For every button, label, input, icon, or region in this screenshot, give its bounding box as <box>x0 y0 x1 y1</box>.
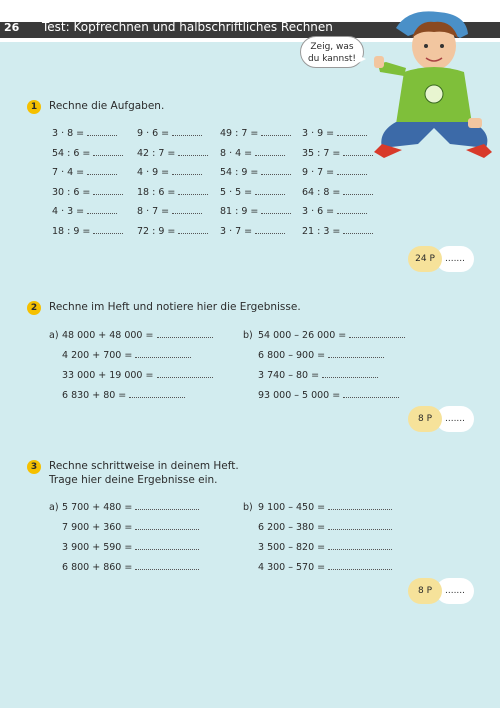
exercise-text: 54 : 6 = <box>52 147 91 159</box>
task-1-exercise <box>137 187 208 198</box>
exercise-text: 9 · 6 = <box>137 128 170 139</box>
task-1-exercise <box>137 206 202 217</box>
exercise-text: 8 · 7 = <box>137 206 170 217</box>
task-1-exercise <box>302 206 367 217</box>
exercise-text: 3 · 9 = <box>302 128 335 139</box>
speech-line-2: du kannst! <box>307 54 357 64</box>
task-1-exercise <box>302 226 373 237</box>
kid-illustration <box>368 6 500 168</box>
answer-field[interactable] <box>343 194 373 195</box>
exercise-text: 4 200 + 700 = <box>62 350 133 361</box>
answer-field[interactable] <box>178 155 208 156</box>
exercise-text: 6 200 – 380 = <box>258 522 326 533</box>
task-1-exercise <box>302 187 373 198</box>
task-2-number: 2 <box>27 301 41 315</box>
answer-field[interactable] <box>157 337 213 338</box>
task-1-exercise <box>137 167 202 178</box>
answer-field[interactable] <box>349 337 405 338</box>
task-3b-exercise <box>258 542 392 553</box>
answer-field[interactable] <box>261 174 291 175</box>
task-1-exercise <box>302 128 367 139</box>
speech-bubble-tail <box>356 54 366 64</box>
exercise-text: 54 : 9 = <box>220 167 259 178</box>
answer-field[interactable] <box>255 233 285 234</box>
task-3-instruction-1: Rechne schrittweise in deinem Heft. <box>49 460 239 472</box>
answer-field[interactable] <box>337 213 367 214</box>
exercise-text: 81 : 9 = <box>220 206 259 217</box>
task-3-instruction-2: Trage hier deine Ergebnisse ein. <box>49 474 218 486</box>
task-3-b-label: b) <box>243 502 253 513</box>
answer-field[interactable] <box>135 569 199 570</box>
exercise-text: 5 700 + 480 = <box>62 502 133 513</box>
exercise-text: 4 · 9 = <box>137 167 170 178</box>
task-1-exercise <box>137 128 202 139</box>
answer-field[interactable] <box>343 233 373 234</box>
exercise-text: 3 500 – 820 = <box>258 542 326 553</box>
task-3b-exercise <box>258 522 392 533</box>
task-1-exercise <box>302 167 367 178</box>
answer-field[interactable] <box>93 233 123 234</box>
task-2a-exercise <box>62 330 213 341</box>
task-1-exercise <box>220 148 285 159</box>
answer-field[interactable] <box>322 377 378 378</box>
answer-field[interactable] <box>178 233 208 234</box>
answer-field[interactable] <box>87 135 117 136</box>
task-2b-exercise <box>258 390 399 401</box>
task-2-score-field[interactable]: ....... <box>436 406 474 432</box>
exercise-text: 3 · 7 = <box>220 225 253 237</box>
answer-field[interactable] <box>135 357 191 358</box>
task-3b-exercise <box>258 562 392 573</box>
page-title: Test: Kopfrechnen und halbschriftliches Rechnen <box>42 20 333 34</box>
task-2a-exercise <box>62 350 191 361</box>
exercise-text: 30 : 6 = <box>52 186 91 198</box>
page-number: 26 <box>4 21 20 34</box>
answer-field[interactable] <box>261 213 291 214</box>
exercise-text: 35 : 7 = <box>302 147 341 159</box>
exercise-text: 33 000 + 19 000 = <box>62 370 154 381</box>
exercise-text: 4 300 – 570 = <box>258 562 326 573</box>
task-2-b-label: b) <box>243 330 253 341</box>
exercise-text: 93 000 – 5 000 = <box>258 390 341 401</box>
task-1-exercise <box>52 226 123 237</box>
answer-field[interactable] <box>328 529 392 530</box>
exercise-text: 21 : 3 = <box>302 225 341 237</box>
exercise-text: 3 900 + 590 = <box>62 542 133 553</box>
task-2b-exercise <box>258 350 384 361</box>
answer-field[interactable] <box>129 397 185 398</box>
answer-field[interactable] <box>93 155 123 156</box>
answer-field[interactable] <box>135 529 199 530</box>
answer-field[interactable] <box>261 135 291 136</box>
task-2a-exercise <box>62 390 185 401</box>
task-2-a-label: a) <box>49 330 59 341</box>
exercise-text: 3 · 8 = <box>52 128 85 139</box>
task-3b-exercise <box>258 502 392 513</box>
exercise-text: 8 · 4 = <box>220 147 253 159</box>
task-3a-exercise <box>62 562 199 573</box>
answer-field[interactable] <box>255 194 285 195</box>
answer-field[interactable] <box>328 569 392 570</box>
exercise-text: 3 · 6 = <box>302 206 335 217</box>
exercise-text: 6 800 + 860 = <box>62 562 133 573</box>
exercise-text: 7 · 4 = <box>52 167 85 178</box>
exercise-text: 5 · 5 = <box>220 186 253 198</box>
task-3-number: 3 <box>27 460 41 474</box>
task-1-exercise <box>52 167 117 178</box>
answer-field[interactable] <box>93 194 123 195</box>
task-3a-exercise <box>62 542 199 553</box>
task-2-points-label: 8 P <box>408 406 442 432</box>
exercise-text: 4 · 3 = <box>52 206 85 217</box>
exercise-text: 72 : 9 = <box>137 225 176 237</box>
exercise-text: 7 900 + 360 = <box>62 522 133 533</box>
task-1-exercise <box>302 148 373 159</box>
exercise-text: 18 : 6 = <box>137 186 176 198</box>
exercise-text: 18 : 9 = <box>52 225 91 237</box>
answer-field[interactable] <box>87 213 117 214</box>
answer-field[interactable] <box>135 549 199 550</box>
speech-line-1: Zeig, was <box>310 42 354 52</box>
answer-field[interactable] <box>172 213 202 214</box>
answer-field[interactable] <box>328 357 384 358</box>
task-1-exercise <box>137 148 208 159</box>
answer-field[interactable] <box>255 155 285 156</box>
exercise-text: 6 800 – 900 = <box>258 350 326 361</box>
answer-field[interactable] <box>343 155 373 156</box>
answer-field[interactable] <box>328 549 392 550</box>
task-2a-exercise <box>62 370 213 381</box>
task-3a-exercise <box>62 502 199 513</box>
task-3-a-label: a) <box>49 502 59 513</box>
answer-field[interactable] <box>172 174 202 175</box>
task-1-exercise <box>52 148 123 159</box>
answer-field[interactable] <box>178 194 208 195</box>
exercise-text: 54 000 – 26 000 = <box>258 330 347 341</box>
exercise-text: 49 : 7 = <box>220 128 259 139</box>
answer-field[interactable] <box>172 135 202 136</box>
exercise-text: 48 000 + 48 000 = <box>62 330 154 341</box>
exercise-text: 9 100 – 450 = <box>258 502 326 513</box>
answer-field[interactable] <box>328 509 392 510</box>
task-2b-exercise <box>258 330 405 341</box>
task-1-exercise <box>220 167 291 178</box>
task-1-exercise <box>220 187 285 198</box>
task-1-exercise <box>52 187 123 198</box>
answer-field[interactable] <box>337 174 367 175</box>
task-1-score-field[interactable]: ....... <box>436 246 474 272</box>
answer-field[interactable] <box>135 509 199 510</box>
task-1-points-label: 24 P <box>408 246 442 272</box>
task-1-exercise <box>52 128 117 139</box>
exercise-text: 6 830 + 80 = <box>62 390 127 401</box>
speech-bubble <box>300 36 364 68</box>
task-2-instruction: Rechne im Heft und notiere hier die Ergebnisse. <box>49 301 301 313</box>
task-3a-exercise <box>62 522 199 533</box>
exercise-text: 64 : 8 = <box>302 186 341 198</box>
answer-field[interactable] <box>343 397 399 398</box>
answer-field[interactable] <box>87 174 117 175</box>
task-1-exercise <box>137 226 208 237</box>
task-1-exercise <box>220 128 291 139</box>
task-1-exercise <box>220 226 285 237</box>
task-2b-exercise <box>258 370 378 381</box>
exercise-text: 3 740 – 80 = <box>258 370 320 381</box>
exercise-text: 42 : 7 = <box>137 147 176 159</box>
task-1-exercise <box>52 206 117 217</box>
task-1-instruction: Rechne die Aufgaben. <box>49 100 165 112</box>
task-1-exercise <box>220 206 291 217</box>
exercise-text: 9 · 7 = <box>302 167 335 178</box>
task-3-score-field[interactable]: ....... <box>436 578 474 604</box>
task-3-points-label: 8 P <box>408 578 442 604</box>
answer-field[interactable] <box>157 377 213 378</box>
task-1-number: 1 <box>27 100 41 114</box>
answer-field[interactable] <box>337 135 367 136</box>
